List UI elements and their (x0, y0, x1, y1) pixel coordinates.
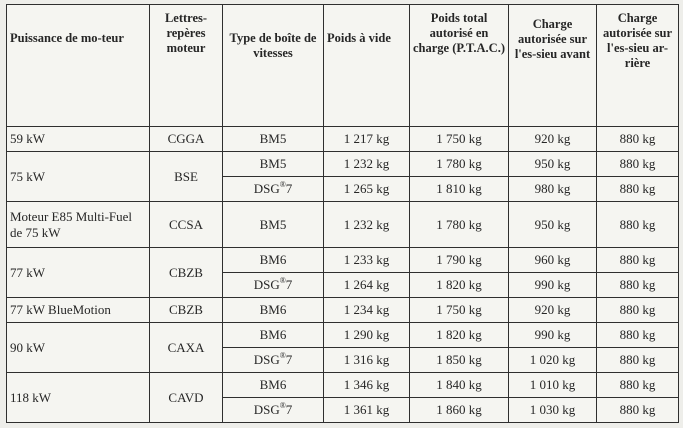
engine-letters-cell: CBZB (150, 248, 223, 298)
gearbox-name: BM5 (259, 216, 287, 232)
header-ptac: Poids total autorisé en charge (P.T.A.C.) (410, 5, 509, 127)
header-rear-axle-load: Charge autorisée sur l'es-sieu ar-rière (597, 5, 679, 127)
gearbox-type-cell (223, 127, 324, 152)
gearbox-type-cell (223, 323, 324, 348)
rear-axle-load-cell: 880 kg (597, 177, 679, 202)
gearbox-name: DSG (253, 181, 280, 196)
front-axle-load-cell: 990 kg (509, 323, 597, 348)
engine-power-cell: 77 kW BlueMotion (7, 298, 150, 323)
ptac-cell: 1 850 kg (410, 348, 509, 373)
engine-letters-cell: CCSA (150, 202, 223, 248)
gearbox-type-cell (223, 248, 324, 273)
rear-axle-load-cell: 880 kg (597, 202, 679, 248)
table-row (7, 298, 679, 323)
engine-letters-cell: CGGA (150, 127, 223, 152)
gearbox-suffix: 7 (285, 181, 293, 196)
table-row (7, 248, 679, 273)
empty-weight-cell: 1 346 kg (324, 373, 410, 398)
header-engine-letters: Lettres-repères moteur (150, 5, 223, 127)
gearbox-suffix: 7 (285, 277, 293, 292)
rear-axle-load-cell: 880 kg (597, 398, 679, 423)
gearbox-type-cell (223, 202, 324, 248)
gearbox-type-cell (223, 398, 324, 423)
front-axle-load-cell: 1 030 kg (509, 398, 597, 423)
header-front-axle-load: Charge autorisée sur l'es-sieu avant (509, 5, 597, 127)
table-header-row (7, 5, 679, 127)
gearbox-name: BM5 (259, 131, 287, 146)
gearbox-name: DSG (253, 277, 280, 292)
rear-axle-load-cell: 880 kg (597, 348, 679, 373)
front-axle-load-cell: 950 kg (509, 202, 597, 248)
rear-axle-load-cell: 880 kg (597, 248, 679, 273)
engine-power-cell: 90 kW (7, 323, 150, 373)
ptac-cell: 1 820 kg (410, 323, 509, 348)
ptac-cell: 1 780 kg (410, 152, 509, 177)
empty-weight-cell: 1 316 kg (324, 348, 410, 373)
front-axle-load-cell: 960 kg (509, 248, 597, 273)
registered-mark: ® (279, 180, 286, 189)
ptac-cell: 1 790 kg (410, 248, 509, 273)
registered-mark: ® (279, 276, 286, 285)
front-axle-load-cell: 1 010 kg (509, 373, 597, 398)
engine-power-cell: 59 kW (7, 127, 150, 152)
table-row (7, 202, 679, 248)
table-row (7, 373, 679, 398)
engine-power-cell: 75 kW (7, 152, 150, 202)
table-body (7, 127, 679, 423)
front-axle-load-cell: 950 kg (509, 152, 597, 177)
front-axle-load-cell: 980 kg (509, 177, 597, 202)
gearbox-type-cell (223, 273, 324, 298)
ptac-cell: 1 810 kg (410, 177, 509, 202)
empty-weight-cell: 1 233 kg (324, 248, 410, 273)
front-axle-load-cell: 1 020 kg (509, 348, 597, 373)
engine-power-cell: Moteur E85 Multi-Fuel de 75 kW (7, 202, 150, 248)
weights-table (6, 4, 679, 423)
engine-letters-cell: CAXA (150, 323, 223, 373)
empty-weight-cell: 1 361 kg (324, 398, 410, 423)
engine-power-cell: 118 kW (7, 373, 150, 423)
ptac-cell: 1 750 kg (410, 298, 509, 323)
ptac-cell: 1 860 kg (410, 398, 509, 423)
engine-letters-cell: CBZB (150, 298, 223, 323)
gearbox-type-cell (223, 177, 324, 202)
table-row (7, 323, 679, 348)
table-row (7, 127, 679, 152)
gearbox-type-cell (223, 348, 324, 373)
gearbox-suffix: 7 (285, 402, 293, 417)
registered-mark: ® (279, 351, 286, 360)
header-gearbox-type: Type de boîte de vitesses (223, 5, 324, 127)
front-axle-load-cell: 920 kg (509, 127, 597, 152)
gearbox-type-cell (223, 373, 324, 398)
empty-weight-cell: 1 232 kg (324, 152, 410, 177)
front-axle-load-cell: 990 kg (509, 273, 597, 298)
empty-weight-cell: 1 264 kg (324, 273, 410, 298)
rear-axle-load-cell: 880 kg (597, 298, 679, 323)
header-empty-weight: Poids à vide (324, 5, 410, 127)
gearbox-suffix: 7 (285, 352, 293, 367)
registered-mark: ® (279, 401, 286, 410)
gearbox-type-cell (223, 152, 324, 177)
rear-axle-load-cell: 880 kg (597, 273, 679, 298)
ptac-cell: 1 840 kg (410, 373, 509, 398)
engine-power-cell: 77 kW (7, 248, 150, 298)
rear-axle-load-cell: 880 kg (597, 323, 679, 348)
gearbox-name: BM6 (259, 302, 287, 317)
gearbox-type-cell (223, 298, 324, 323)
table-row (7, 152, 679, 177)
empty-weight-cell: 1 232 kg (324, 202, 410, 248)
gearbox-name: BM5 (259, 156, 287, 171)
rear-axle-load-cell: 880 kg (597, 127, 679, 152)
engine-letters-cell: CAVD (150, 373, 223, 423)
empty-weight-cell: 1 217 kg (324, 127, 410, 152)
rear-axle-load-cell: 880 kg (597, 373, 679, 398)
gearbox-name: DSG (253, 352, 280, 367)
empty-weight-cell: 1 234 kg (324, 298, 410, 323)
gearbox-name: DSG (253, 402, 280, 417)
front-axle-load-cell: 920 kg (509, 298, 597, 323)
gearbox-name: BM6 (259, 252, 287, 267)
empty-weight-cell: 1 265 kg (324, 177, 410, 202)
ptac-cell: 1 820 kg (410, 273, 509, 298)
engine-letters-cell: BSE (150, 152, 223, 202)
gearbox-name: BM6 (259, 327, 287, 342)
gearbox-name: BM6 (259, 377, 287, 392)
header-engine-power: Puissance de mo-teur (7, 5, 150, 127)
ptac-cell: 1 750 kg (410, 127, 509, 152)
empty-weight-cell: 1 290 kg (324, 323, 410, 348)
rear-axle-load-cell: 880 kg (597, 152, 679, 177)
ptac-cell: 1 780 kg (410, 202, 509, 248)
